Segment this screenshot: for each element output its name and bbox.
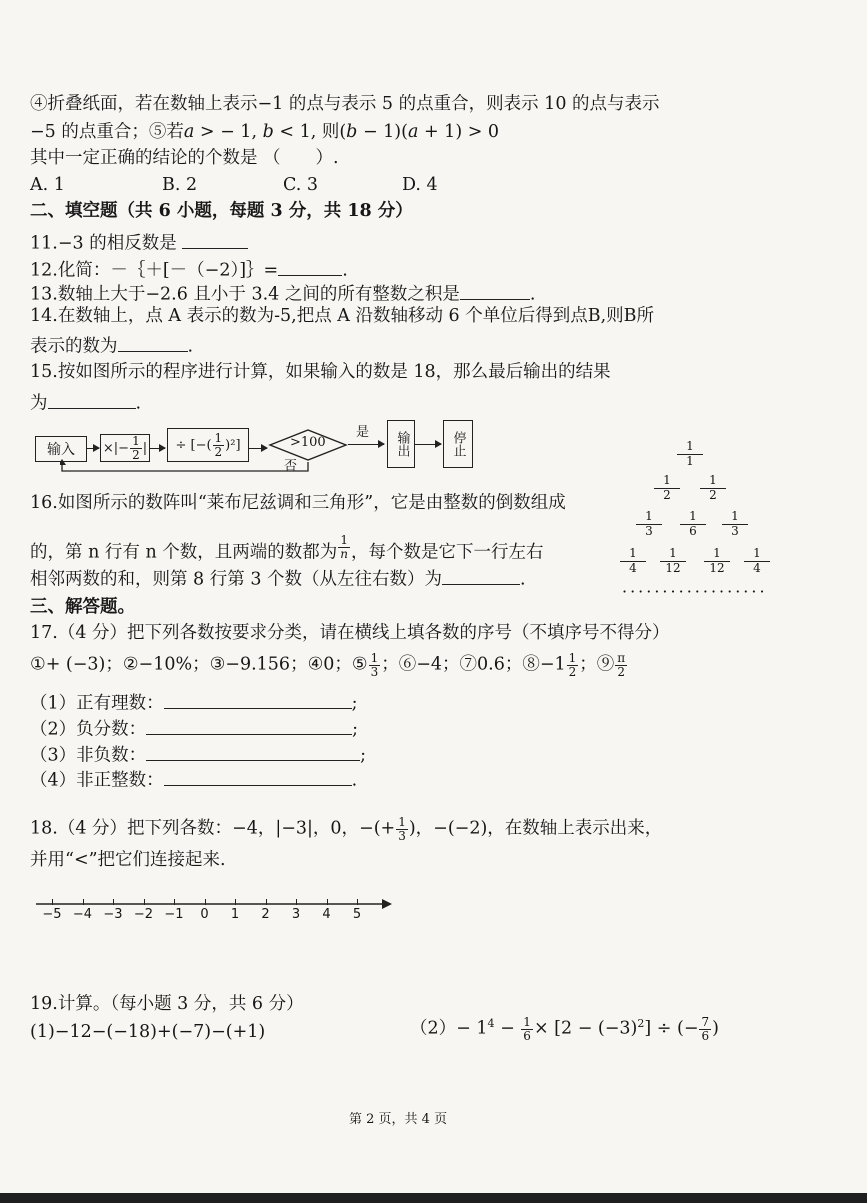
- scan-bottom-edge: [0, 1193, 867, 1203]
- tri-r3-c1: 1 3: [636, 510, 662, 539]
- q17-part3-blank[interactable]: [146, 742, 360, 761]
- number-line-tick: [83, 899, 84, 905]
- flow-output-text: 输出: [394, 431, 410, 457]
- q15-line2: [30, 390, 141, 415]
- flow-loop-back: [60, 459, 310, 475]
- q10-line2: −5 的点重合；⑤若a > − 1, b < 1, 则(b − 1)(a + 1) > 0: [30, 122, 500, 142]
- q12: [30, 257, 348, 282]
- q16-tail: .: [520, 569, 526, 590]
- number-line-tick-label: 1: [230, 907, 240, 922]
- q10-option-c: C. 3: [283, 175, 319, 195]
- q10-question: 其中一定正确的结论的个数是 （ ）.: [30, 148, 339, 168]
- number-line-tick-label: 2: [261, 907, 270, 922]
- q10-option-b: B. 2: [162, 175, 198, 195]
- number-line-tick: [205, 899, 206, 905]
- flow-stop-text: 停止: [450, 431, 466, 457]
- q16-text-c: 相邻两数的和，则第 8 行第 3 个数（从左往右数）为: [30, 569, 443, 590]
- tri-r3-c3: 1 3: [722, 510, 748, 539]
- number-line-tick-label: −5: [42, 907, 62, 922]
- flow-arrow-3: [249, 448, 267, 449]
- number-line-tick: [174, 899, 175, 905]
- tri-r4-c3: 1 12: [704, 547, 730, 576]
- tri-continuation-dots: ··················: [622, 582, 768, 601]
- q17-intro: 17.（4 分）把下列各数按要求分类，请在横线上填各数的序号（不填序号不得分）: [30, 623, 670, 643]
- q15-line1: 15.按如图所示的程序进行计算，如果输入的数是 18，那么最后输出的结果: [30, 362, 611, 382]
- number-line-tick: [235, 899, 236, 905]
- q15-tail: .: [135, 393, 142, 414]
- flow-no-label: 否: [284, 459, 298, 474]
- q12-text: 12.化简：－｛＋[－（−2）]｝=: [30, 260, 279, 281]
- q17-part4: （4）非正整数： .: [30, 767, 357, 792]
- flow-output-box: [387, 420, 415, 468]
- q14-line1: 14.在数轴上，点 A 表示的数为-5,把点 A 沿数轴移动 6 个单位后得到点B,则B所: [30, 306, 655, 326]
- flow-arrow-yes: [348, 444, 384, 445]
- q14-tail: .: [187, 336, 194, 357]
- q16-fraction-1-over-n: $\frac{1}{n}$: [340, 533, 349, 561]
- q18-line2: 并用“<”把它们连接起来.: [30, 850, 226, 870]
- q19-part2: $(2)- 1^4$ − $\frac{1}{6}$ × $[2 - (-3)^2]$ ÷ (− $\frac{7}{6}$ ): [410, 1015, 719, 1043]
- q15-answer-blank[interactable]: [48, 390, 136, 409]
- q17-part2: （2）负分数： ;: [30, 716, 358, 741]
- q10-option-a: A. 1: [30, 175, 65, 195]
- q11: [30, 230, 248, 255]
- flow-stop-box: [443, 420, 473, 468]
- q14-line2: [30, 333, 193, 358]
- tri-r1-c1: 1 1: [677, 440, 703, 469]
- q16-text-a: 的，第 n 行有 n 个数，且两端的数都为: [30, 542, 338, 563]
- q13-answer-blank[interactable]: [460, 281, 530, 300]
- q17-part4-blank[interactable]: [164, 767, 352, 786]
- q16-line3: [30, 566, 526, 591]
- q13-text: 13.数轴上大于−2.6 且小于 3.4 之间的所有整数之积是: [30, 284, 460, 305]
- number-line-tick: [327, 899, 328, 905]
- tri-r2-c2: 1 2: [700, 474, 726, 503]
- q16-answer-blank[interactable]: [442, 566, 520, 585]
- section2-title: 二、填空题（共 6 小题，每题 3 分，共 18 分）: [30, 201, 413, 221]
- tri-r4-c4: 1 4: [744, 547, 770, 576]
- q13-tail: .: [529, 284, 536, 305]
- tri-r4-c1: 1 4: [620, 547, 646, 576]
- q10-option-d: D. 4: [402, 175, 438, 195]
- number-line-tick-label: −3: [103, 907, 123, 922]
- flow-input-box: 输入: [35, 436, 87, 462]
- number-line-tick-label: 5: [352, 907, 362, 922]
- flow-multiply-box: ×|− $\frac{1}{2}$ |: [100, 434, 150, 462]
- q10-line1: ④折叠纸面，若在数轴上表示−1 的点与表示 5 的点重合，则表示 10 的点与表示: [30, 94, 660, 114]
- number-line-tick-label: 0: [200, 907, 209, 922]
- q16-line2: [30, 533, 544, 566]
- number-line-tick: [113, 899, 114, 905]
- q17-part1: （1）正有理数： ;: [30, 690, 358, 715]
- q16-text-b: ，每个数是它下一行左右: [351, 542, 544, 563]
- number-line-tick: [296, 899, 297, 905]
- q15-text: 为: [30, 393, 48, 414]
- q19-title: 19.计算。（每小题 3 分，共 6 分）: [30, 994, 304, 1014]
- number-line-tick-label: −1: [164, 907, 184, 922]
- q17-part3: （3）非负数： ;: [30, 742, 366, 767]
- number-line-tick: [144, 899, 145, 905]
- tri-r4-c2: 1 12: [660, 547, 686, 576]
- tri-r3-c2: 1 6: [680, 510, 706, 539]
- q19-part1: (1)−12−(−18)+(−7)−(+1): [30, 1022, 266, 1042]
- q17-part1-blank[interactable]: [164, 690, 352, 709]
- flow-arrow-2: [150, 448, 165, 449]
- q11-text: 11.−3 的相反数是: [30, 233, 177, 254]
- q14-answer-blank[interactable]: [118, 333, 188, 352]
- number-line-tick-label: 4: [322, 907, 331, 922]
- number-line-tick: [266, 899, 267, 905]
- q11-answer-blank[interactable]: [182, 230, 248, 249]
- page-footer: 第 2 页，共 4 页: [349, 1112, 448, 1127]
- q17-part2-blank[interactable]: [146, 716, 352, 735]
- q13: [30, 281, 535, 306]
- flow-yes-label: 是: [356, 425, 370, 440]
- q12-tail: .: [342, 260, 348, 281]
- q12-answer-blank[interactable]: [278, 257, 342, 276]
- number-line-tick-label: 3: [291, 907, 301, 922]
- number-line-tick: [52, 899, 53, 905]
- tri-r2-c1: 1 2: [654, 474, 680, 503]
- flow-arrow-1: [87, 448, 99, 449]
- section3-title: 三、解答题。: [30, 597, 135, 617]
- flow-condition: >100: [290, 435, 326, 450]
- q16-line1: 16.如图所示的数阵叫“莱布尼兹调和三角形”，它是由整数的倒数组成: [30, 493, 566, 513]
- q14-text: 表示的数为: [30, 336, 118, 357]
- flow-divide-box: ÷ [−( $\frac{1}{2}$ )²]: [167, 428, 249, 462]
- flow-arrow-4: [415, 444, 441, 445]
- number-line-tick-label: −4: [72, 907, 93, 922]
- number-line-tick: [357, 899, 358, 905]
- q17-items: ①+ (−3)；②−10%；③−9.156；④0；⑤ $\frac{1}{3}$ ；⑥−4；⑦0.6；⑧−1 $\frac{1}{2}$ ；⑨ $\frac{\pi}{2}$: [30, 651, 626, 679]
- q18-line1: 18.（4 分）把下列各数：−4，|−3|，0，−(+ $\frac{1}{3}$ )，−(−2)，在数轴上表示出来，: [30, 815, 663, 843]
- number-line-tick-label: −2: [133, 907, 154, 922]
